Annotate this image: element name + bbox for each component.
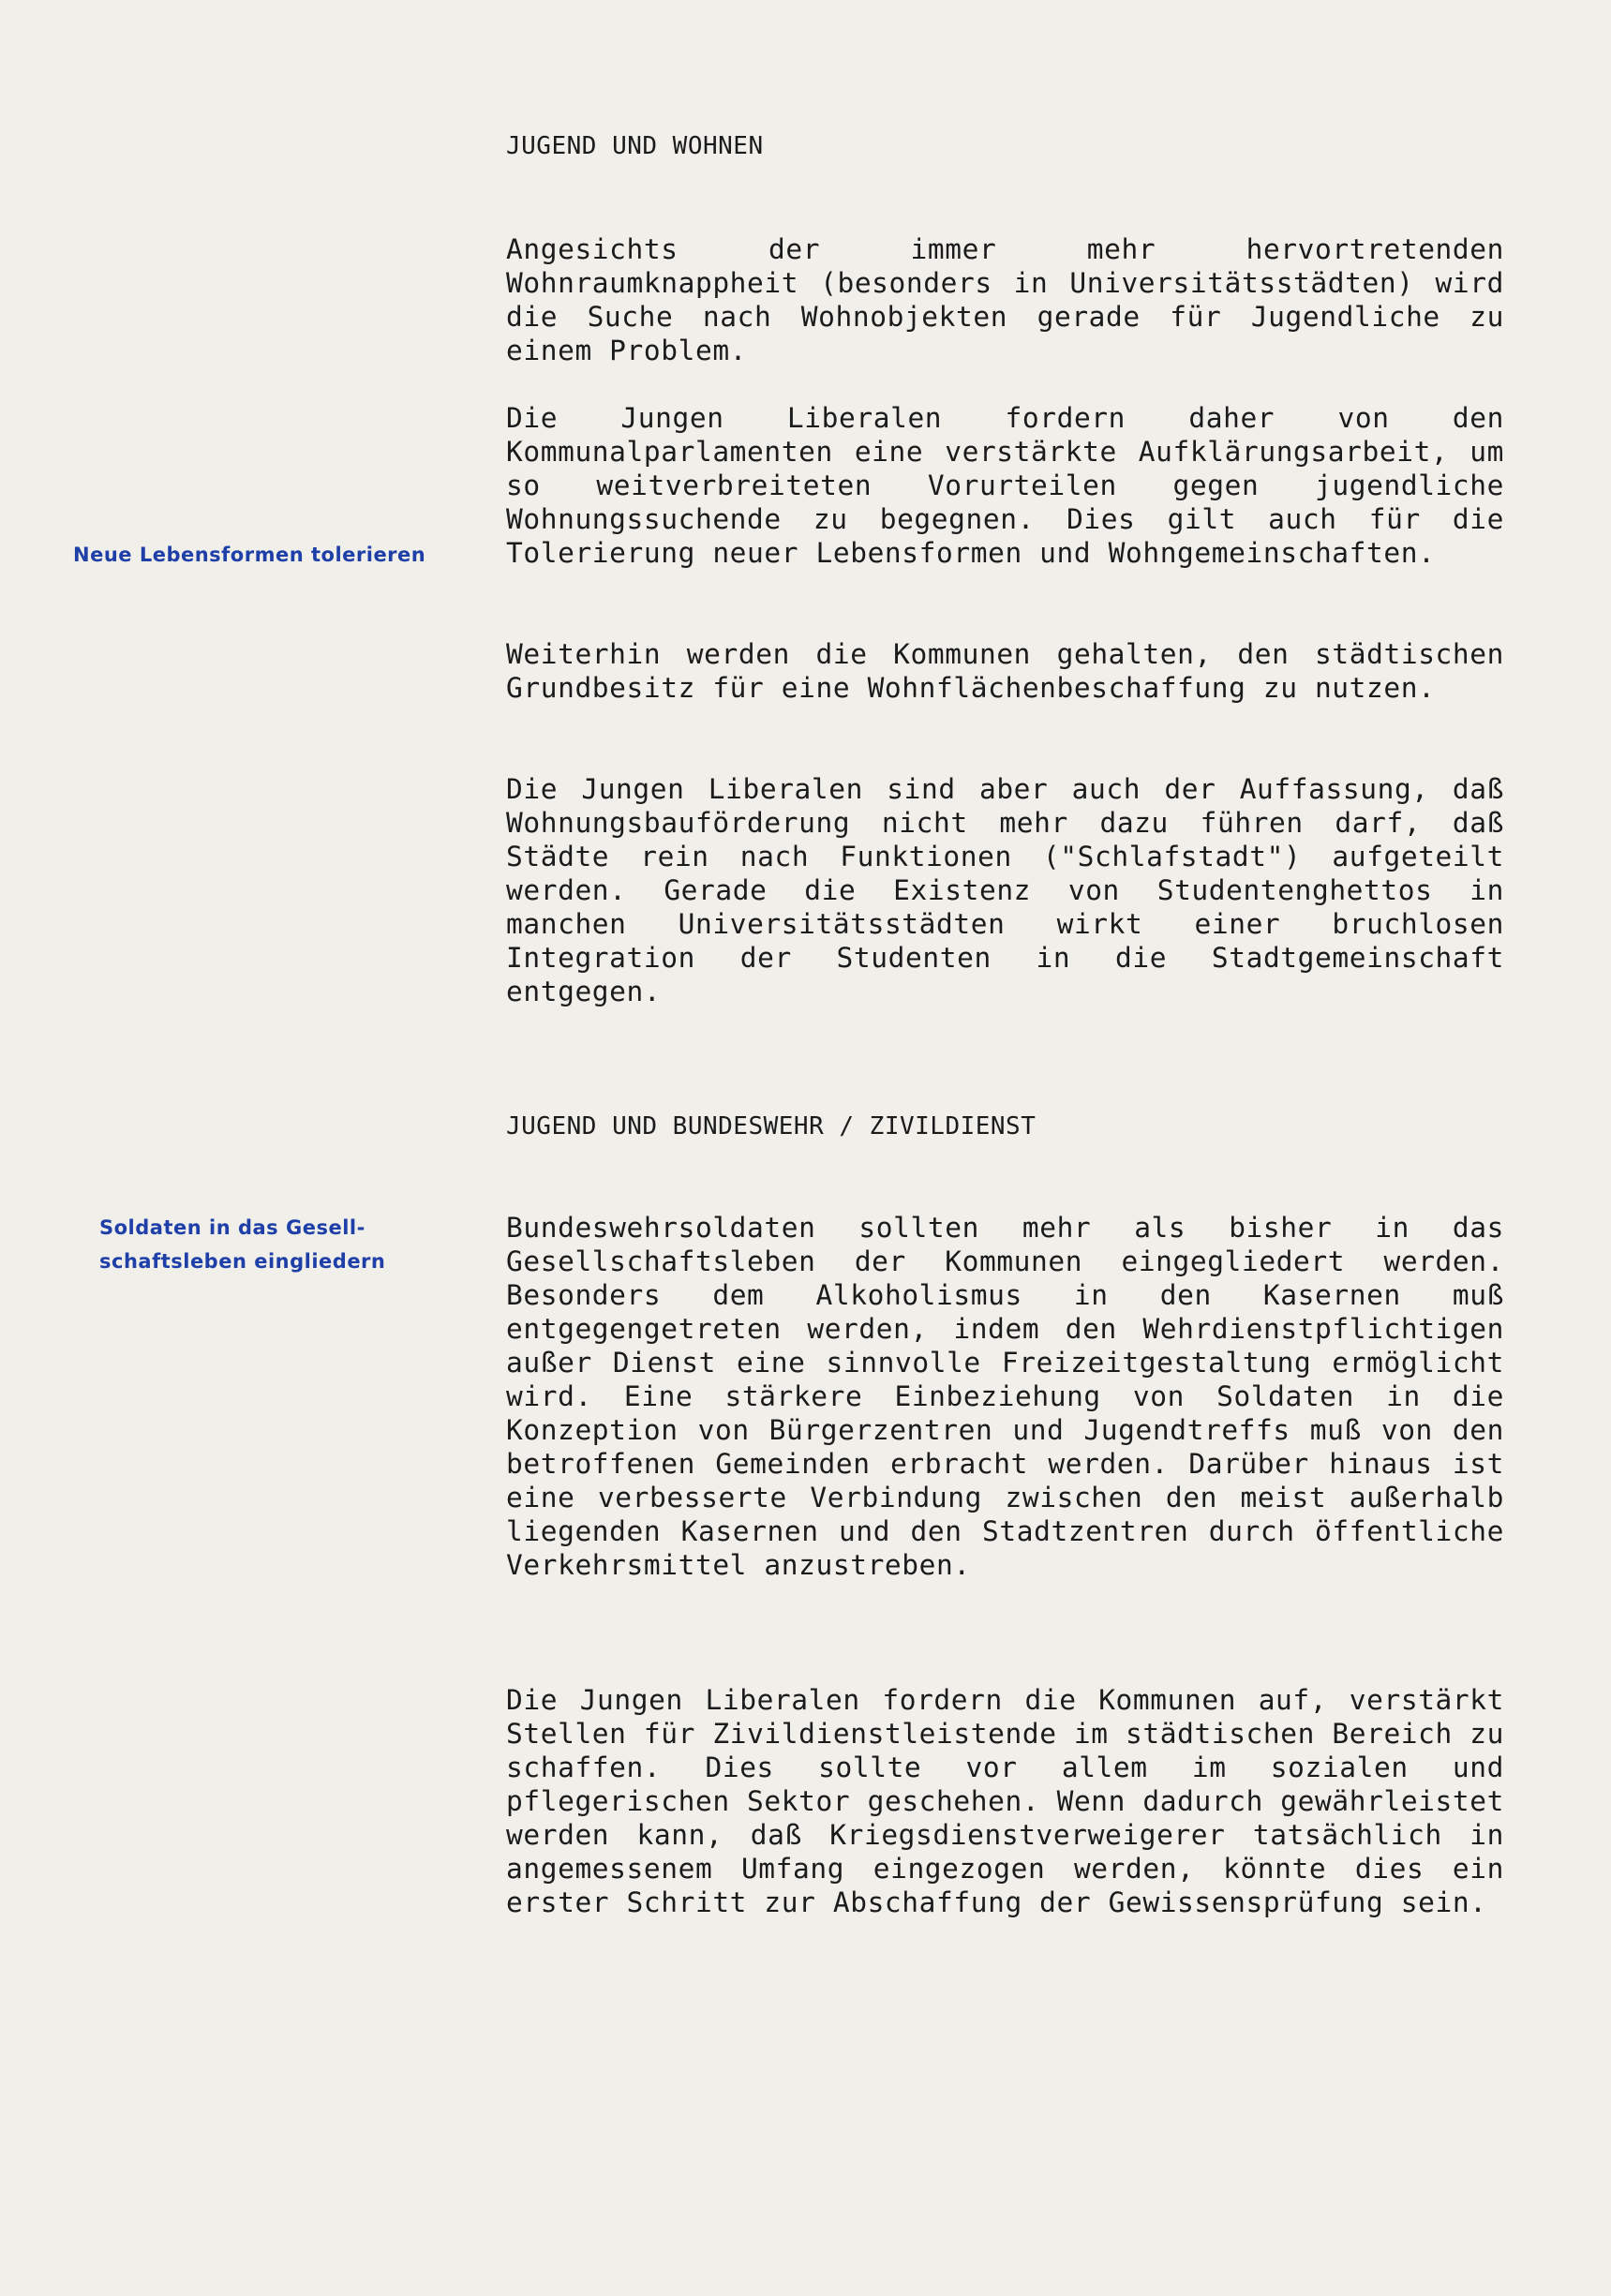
paragraph: Angesichts der immer mehr hervortretenden Wohnraumknappheit (besonders in Universitätsstädten) wird die Suche nach Wohnobjekten gerade für Jugendliche zu einem Problem. — [506, 233, 1504, 366]
paragraph: Die Jungen Liberalen fordern die Kommunen auf, verstärkt Stellen für Zivildienstleistende im städtischen Bereich zu schaffen. Dies sollte vor allem im sozialen und pflegerischen Sektor geschehen. Wenn dadurch gewährleistet werden kann, daß Kriegsdienstverweigerer tatsächlich in angemessenem Umfang eingezogen werden, könnte dies ein erster Schritt zur Abschaffung der Gewissensprüfung sein. — [506, 1684, 1504, 1918]
paragraph: Weiterhin werden die Kommunen gehalten, den städtischen Grundbesitz für eine Wohnflächenbeschaffung zu nutzen. — [506, 638, 1504, 704]
margin-note-soldaten — [99, 1211, 385, 1278]
paragraph: Die Jungen Liberalen fordern daher von den Kommunalparlamenten eine verstärkte Aufklärungsarbeit, um so weitverbreiteten Vorurteilen gegen jugendliche Wohnungssuchende zu begegnen. Dies gilt auch für die Tolerierung neuer Lebensformen und Wohngemeinschaften. — [506, 402, 1504, 569]
section-heading-bundeswehr: JUGEND UND BUNDESWEHR / ZIVILDIENST — [506, 1112, 1037, 1141]
section-heading-wohnen: JUGEND UND WOHNEN — [506, 132, 764, 160]
margin-note-lebensformen — [73, 538, 425, 572]
margin-note-text: Neue Lebensformen tolerieren — [73, 544, 426, 566]
margin-note-line: Soldaten in das Gesell- — [99, 1216, 365, 1239]
margin-note-line: schaftsleben eingliedern — [99, 1250, 386, 1273]
paragraph: Bundeswehrsoldaten sollten mehr als bisher in das Gesellschaftsleben der Kommunen eingegliedert werden. Besonders dem Alkoholismus in den Kasernen muß entgegengetreten werden, indem den Wehrdienstpflichtigen außer Dienst eine sinnvolle Freizeitgestaltung ermöglicht wird. Eine stärkere Einbeziehung von Soldaten in die Konzeption von Bürgerzentren und Jugendtreffs muß von den betroffenen Gemeinden erbracht werden. Darüber hinaus ist eine verbesserte Verbindung zwischen den meist außerhalb liegenden Kasernen und den Stadtzentren durch öffentliche Verkehrsmittel anzustreben. — [506, 1212, 1504, 1581]
paragraph: Die Jungen Liberalen sind aber auch der Auffassung, daß Wohnungsbauförderung nicht mehr dazu führen darf, daß Städte rein nach Funktionen ("Schlafstadt") aufgeteilt werden. Gerade die Existenz von Studentenghettos in manchen Universitätsstädten wirkt einer bruchlosen Integration der Studenten in die Stadtgemeinschaft entgegen. — [506, 773, 1504, 1007]
